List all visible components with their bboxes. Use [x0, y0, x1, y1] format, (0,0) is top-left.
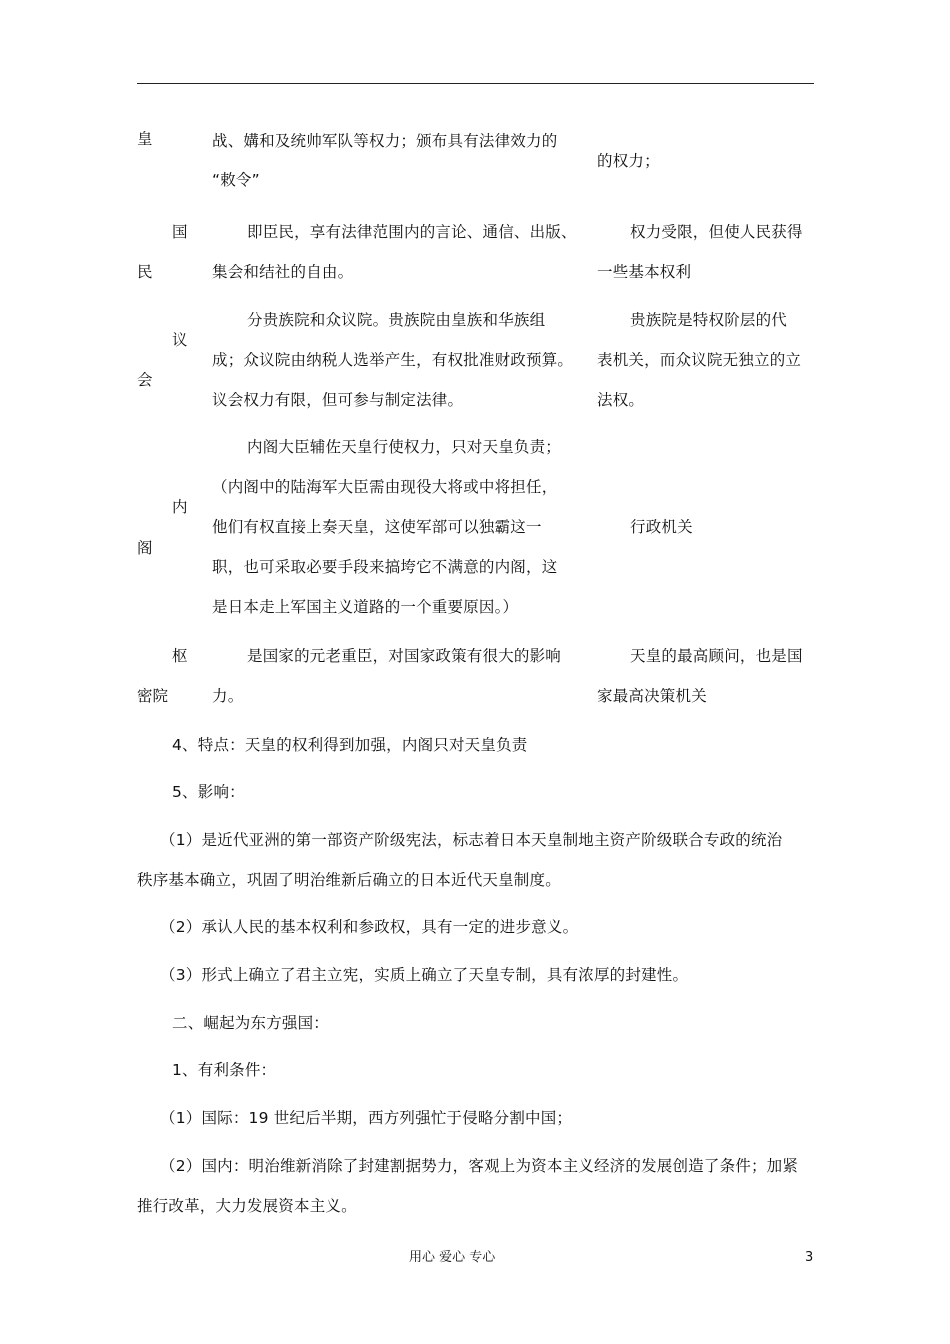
header-rule: [137, 83, 814, 84]
row-note-yihui-line1: 贵族院是特权阶层的代: [630, 311, 788, 329]
paragraph-impact-heading: 5、影响：: [172, 783, 245, 801]
row-content-neige-line2: （内阁中的陆海军大臣需由现役大将或中将担任，: [212, 478, 558, 496]
paragraph-condition-1: （1）国际：19 世纪后半期，西方列强忙于侵略分割中国；: [160, 1109, 573, 1127]
row-label-neige-1: 内: [172, 498, 188, 516]
row-content-guomin-line2: 集会和结社的自由。: [212, 263, 354, 281]
row-note-yihui-line3: 法权。: [597, 391, 645, 409]
row-content-shumiyuan-line1: 是国家的元老重臣，对国家政策有很大的影响: [247, 647, 562, 665]
section-heading-2: 二、崛起为东方强国：: [172, 1014, 330, 1032]
row-note-yihui-line2: 表机关，而众议院无独立的立: [597, 351, 802, 369]
paragraph-feature: 4、特点：天皇的权利得到加强，内阁只对天皇负责: [172, 736, 528, 754]
paragraph-impact-1-line2: 秩序基本确立，巩固了明治维新后确立的日本近代天皇制度。: [137, 871, 561, 889]
row-label-tianhuang: 皇: [137, 130, 153, 148]
paragraph-condition-2-line1: （2）国内：明治维新消除了封建割据势力，客观上为资本主义经济的发展创造了条件；加紧: [160, 1157, 799, 1175]
paragraph-impact-2: （2）承认人民的基本权利和参政权，具有一定的进步意义。: [160, 918, 579, 936]
row-content-neige-line1: 内阁大臣辅佐天皇行使权力，只对天皇负责；: [247, 438, 562, 456]
row-content-neige-line3: 他们有权直接上奏天皇，这使军部可以独霸这一: [212, 518, 542, 536]
row-content-neige-line5: 是日本走上军国主义道路的一个重要原因。）: [212, 598, 519, 616]
row-note-shumiyuan-line1: 天皇的最高顾问，也是国: [630, 647, 803, 665]
footer-slogan: 用心 爱心 专心: [409, 1250, 496, 1265]
row-label-yihui-1: 议: [172, 331, 188, 349]
row-label-guomin-2: 民: [137, 263, 153, 281]
row-content-neige-line4: 职，也可采取必要手段来搞垮它不满意的内阁，这: [212, 558, 558, 576]
row-content-yihui-line3: 议会权力有限，但可参与制定法律。: [212, 391, 464, 409]
row-content-tianhuang-line1: 战、媾和及统帅军队等权力；颁布具有法律效力的: [212, 132, 558, 150]
row-label-guomin-1: 国: [172, 223, 188, 241]
paragraph-impact-3: （3）形式上确立了君主立宪，实质上确立了天皇专制，具有浓厚的封建性。: [160, 966, 689, 984]
row-content-tianhuang-line2: “敕令”: [212, 171, 260, 189]
page-number: 3: [805, 1250, 814, 1265]
paragraph-conditions-heading: 1、有利条件：: [172, 1061, 277, 1079]
row-content-yihui-line2: 成；众议院由纳税人选举产生，有权批准财政预算。: [212, 351, 574, 369]
row-note-guomin-line2: 一些基本权利: [597, 263, 692, 281]
row-label-neige-2: 阁: [137, 539, 153, 557]
row-content-guomin-line1: 即臣民，享有法律范围内的言论、通信、出版、: [247, 223, 577, 241]
paragraph-impact-1-line1: （1）是近代亚洲的第一部资产阶级宪法，标志着日本天皇制地主资产阶级联合专政的统治: [160, 831, 783, 849]
row-label-shumiyuan-2: 密院: [137, 687, 169, 705]
row-label-shumiyuan-1: 枢: [172, 647, 188, 665]
row-label-yihui-2: 会: [137, 371, 153, 389]
row-note-shumiyuan-line2: 家最高决策机关: [597, 687, 707, 705]
paragraph-condition-2-line2: 推行改革，大力发展资本主义。: [137, 1197, 357, 1215]
row-note-neige: 行政机关: [630, 518, 693, 536]
row-note-guomin-line1: 权力受限，但使人民获得: [630, 223, 803, 241]
row-content-shumiyuan-line2: 力。: [212, 687, 244, 705]
row-note-tianhuang: 的权力；: [597, 152, 660, 170]
row-content-yihui-line1: 分贵族院和众议院。贵族院由皇族和华族组: [247, 311, 546, 329]
